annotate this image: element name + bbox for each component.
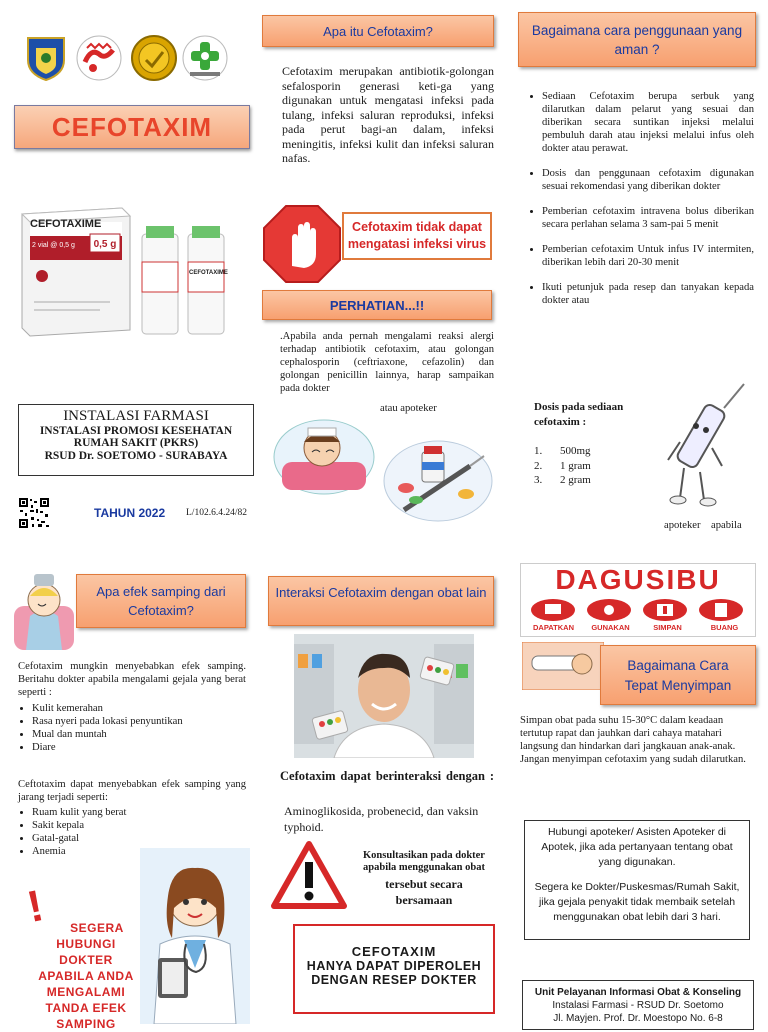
storage-hand-icon xyxy=(522,642,604,690)
what-is-header xyxy=(262,15,494,47)
kars-award-seal xyxy=(130,34,178,82)
qr-code xyxy=(18,497,50,529)
dose-item-1 xyxy=(534,444,591,459)
dagusibu-store: SIMPAN xyxy=(653,623,682,632)
footer-line-3: Jl. Mayjen. Prof. Dr. Moestopo No. 6-8 xyxy=(553,1013,723,1024)
attention-header xyxy=(262,290,492,320)
usage-item-1: • Sediaan Cefotaxim berupa serbuk yang dilarutkan dalam pelarut yang sesuai dan diberikan secara suntikan injeksi melalui pembuluh darah atau injeksi melalui infus oleh dokter atau perawat. xyxy=(542,90,754,155)
attention-header-text: PERHATIAN...!! xyxy=(329,298,425,313)
pkrs-logo xyxy=(75,34,123,82)
rsud-soetomo-logo xyxy=(182,34,228,82)
prescription-only-box xyxy=(293,924,495,1014)
box-dose: 0,5 g xyxy=(93,239,117,250)
dagusibu-icons xyxy=(525,598,753,622)
contact-text-2: Segera ke Dokter/Puskesmas/Rumah Sakit, jika gejala penyakit tidak membaik setelah menggunakan obat lebih dari 3 hari. xyxy=(534,881,740,923)
usage-header-text: Bagaimana cara penggunaan yang aman ? xyxy=(531,23,743,57)
usage-item-2: • Dosis dan penggunaan cefotaxim digunakan sesuai rekomendasi yang diberikan dokter xyxy=(542,167,754,193)
dose-item-3 xyxy=(534,473,591,488)
alert-line-1: SEGERA xyxy=(70,921,124,935)
contact-box xyxy=(524,820,750,940)
consult-warning-line1: Konsultasikan pada dokter apabila menggunakan obat xyxy=(363,850,485,873)
interaction-drugs: Aminoglikosida, probenecid, dan vaksin typhoid. xyxy=(284,804,479,834)
usage-item-3: • Pemberian cefotaxim intravena bolus diberikan secara perlahan selama 3 sam-pai 5 menit xyxy=(542,205,754,231)
dose-value-2: 1 gram xyxy=(560,459,591,472)
alert-line-6: TANDA EFEK xyxy=(45,1001,127,1015)
sick-person-illustration xyxy=(272,418,376,496)
box-vials: 2 vial @ 0,5 g xyxy=(32,242,75,249)
footer-box xyxy=(522,980,754,1030)
rare-side-effect-1: • Ruam kulit yang berat xyxy=(32,806,246,819)
side-effect-person-illustration xyxy=(12,566,76,650)
side-effects-header-text: Apa efek samping dari Cefotaxim? xyxy=(96,584,226,618)
side-effects-header xyxy=(76,574,246,628)
dose-number-3: 3. xyxy=(534,474,543,486)
alert-line-3: DOKTER xyxy=(59,953,113,967)
dose-list xyxy=(534,444,591,488)
dose-number-2: 2. xyxy=(534,459,543,472)
box-brand: CEFOTAXIME xyxy=(30,218,102,230)
dagusibu-title: DAGUSIBU xyxy=(555,564,721,595)
dose-value-1: 500mg xyxy=(560,445,591,457)
institution-line4: RSUD Dr. SOETOMO - SURABAYA xyxy=(44,450,228,462)
side-effects-intro: Cefotaxim mungkin menyebabkan efek samping. Beritahu dokter apabila mengalami gejala yang berat seperti : xyxy=(18,661,246,698)
dagusibu-banner xyxy=(520,563,756,637)
warning-triangle-icon xyxy=(270,840,348,910)
dagusibu-use: GUNAKAN xyxy=(591,623,630,632)
rare-side-effect-4: • Anemia xyxy=(32,845,246,858)
common-side-effect-2: • Rasa nyeri pada lokasi penyuntikan xyxy=(32,715,246,728)
alert-line-2: HUBUNGI xyxy=(56,937,116,951)
rare-side-effect-3: • Gatal-gatal xyxy=(32,832,246,845)
virus-warning-text: Cefotaxim tidak dapat mengatasi infeksi virus xyxy=(347,220,487,251)
dose-item-2 xyxy=(534,459,591,474)
leaflet-title: CEFOTAXIM xyxy=(51,112,213,142)
dagusibu-labels xyxy=(525,623,753,632)
vial-label: CEFOTAXIME xyxy=(189,270,228,276)
institution-line3: RUMAH SAKIT (PKRS) xyxy=(73,437,199,449)
syringe-character-illustration xyxy=(660,382,750,510)
dagusibu-get: DAPATKAN xyxy=(533,623,574,632)
rx-line-3: DENGAN RESEP DOKTER xyxy=(311,973,477,987)
alert-exclamation: ! xyxy=(22,881,48,932)
attention-text: .Apabila anda pernah mengalami reaksi alergi terhadap antibiotik cefotaxim, atau golongan cephalosporin (ceftriaxone, cefazolin) dan golongan penicillin lainnya, harap sampaikan pada dokter xyxy=(280,331,494,394)
rare-side-effects-intro: Ceftotaxim dapat menyebabkan efek samping yang jarang terjadi seperti: xyxy=(18,779,246,803)
dose-value-3: 2 gram xyxy=(560,474,591,486)
attention-text-tail: atau apoteker xyxy=(380,403,437,414)
common-side-effect-4: • Diare xyxy=(32,741,246,754)
institution-line1: INSTALASI FARMASI xyxy=(63,408,209,424)
usage-list-container xyxy=(526,90,754,319)
rare-side-effect-2: • Sakit kepala xyxy=(32,819,246,832)
usage-list xyxy=(526,90,754,307)
dose-title: Dosis pada sediaan cefotaxim : xyxy=(534,401,624,428)
apoteker-tail: apoteker apabila xyxy=(664,520,742,531)
storage-header-text: Bagaimana Cara Tepat Menyimpan xyxy=(624,658,732,693)
document-code: L/102.6.4.24/82 xyxy=(186,508,247,518)
dose-number-1: 1. xyxy=(534,445,543,457)
alert-line-5: MENGALAMI xyxy=(46,985,126,999)
virus-warning-box xyxy=(342,212,492,260)
consult-warning xyxy=(350,850,498,908)
interaction-header xyxy=(268,576,494,626)
what-is-header-text: Apa itu Cefotaxim? xyxy=(323,24,433,39)
common-side-effect-1: • Kulit kemerahan xyxy=(32,702,246,715)
consult-warning-line2: tersebut secara bersamaan xyxy=(385,877,463,907)
usage-item-5: • Ikuti petunjuk pada resep dan tanyakan kepada dokter atau xyxy=(542,281,754,307)
alert-line-4: APABILA ANDA xyxy=(38,969,134,983)
storage-text: Simpan obat pada suhu 15-30°C dalam keadaan tertutup rapat dan jauhkan dari cahaya matahari langsung dan hindarkan dari jangkauan anak-anak. Jangan menyimpan cefotaxim yang sudah dilarutkan. xyxy=(520,715,746,765)
interaction-header-text: Interaksi Cefotaxim dengan obat lain xyxy=(275,585,487,600)
institution-box xyxy=(18,404,254,476)
contact-doctor-alert xyxy=(34,920,138,1032)
usage-item-4: • Pemberian cefotaxim Untuk infus IV intermiten, diberikan lebih dari 20-30 menit xyxy=(542,243,754,269)
medicine-illustration xyxy=(382,438,494,524)
year-label: TAHUN 2022 xyxy=(94,506,166,520)
usage-header xyxy=(518,12,756,67)
institution-line2: INSTALASI PROMOSI KESEHATAN xyxy=(39,425,233,437)
common-side-effects-list xyxy=(18,702,246,754)
storage-header xyxy=(600,645,756,705)
contact-text-1: Hubungi apoteker/ Asisten Apoteker di Apotek, jika ada pertanyaan tentang obat yang digunakan. xyxy=(541,826,733,868)
stop-hand-icon xyxy=(262,204,342,284)
footer-line-2: Instalasi Farmasi - RSUD Dr. Soetomo xyxy=(552,1000,724,1011)
rx-line-1: CEFOTAXIM xyxy=(351,944,437,959)
alert-line-7: SAMPING xyxy=(56,1017,116,1031)
doctor-illustration xyxy=(140,848,250,1024)
common-side-effects-container xyxy=(18,702,246,754)
what-is-text: Cefotaxim merupakan antibiotik-golongan sefalosporin generasi keti-ga yang digunakan untuk mengatasi infeksi pada tulang, infeksi saluran reproduksi, infeksi pada perut bagi-an dalam, infeksi meningitis, infeksi kulit dan infeksi saluran nafas. xyxy=(282,64,494,165)
common-side-effect-3: • Mual dan muntah xyxy=(32,728,246,741)
interaction-intro: Cefotaxim dapat berinteraksi dengan : xyxy=(280,769,494,783)
east-java-emblem xyxy=(22,34,70,82)
leaflet-title-banner xyxy=(14,105,250,149)
dagusibu-dispose: BUANG xyxy=(710,623,739,632)
footer-line-1: Unit Pelayanan Informasi Obat & Konseling xyxy=(534,987,742,998)
product-image xyxy=(0,198,254,356)
rx-line-2: HANYA DAPAT DIPEROLEH xyxy=(306,959,482,973)
pharmacist-photo xyxy=(294,634,474,758)
